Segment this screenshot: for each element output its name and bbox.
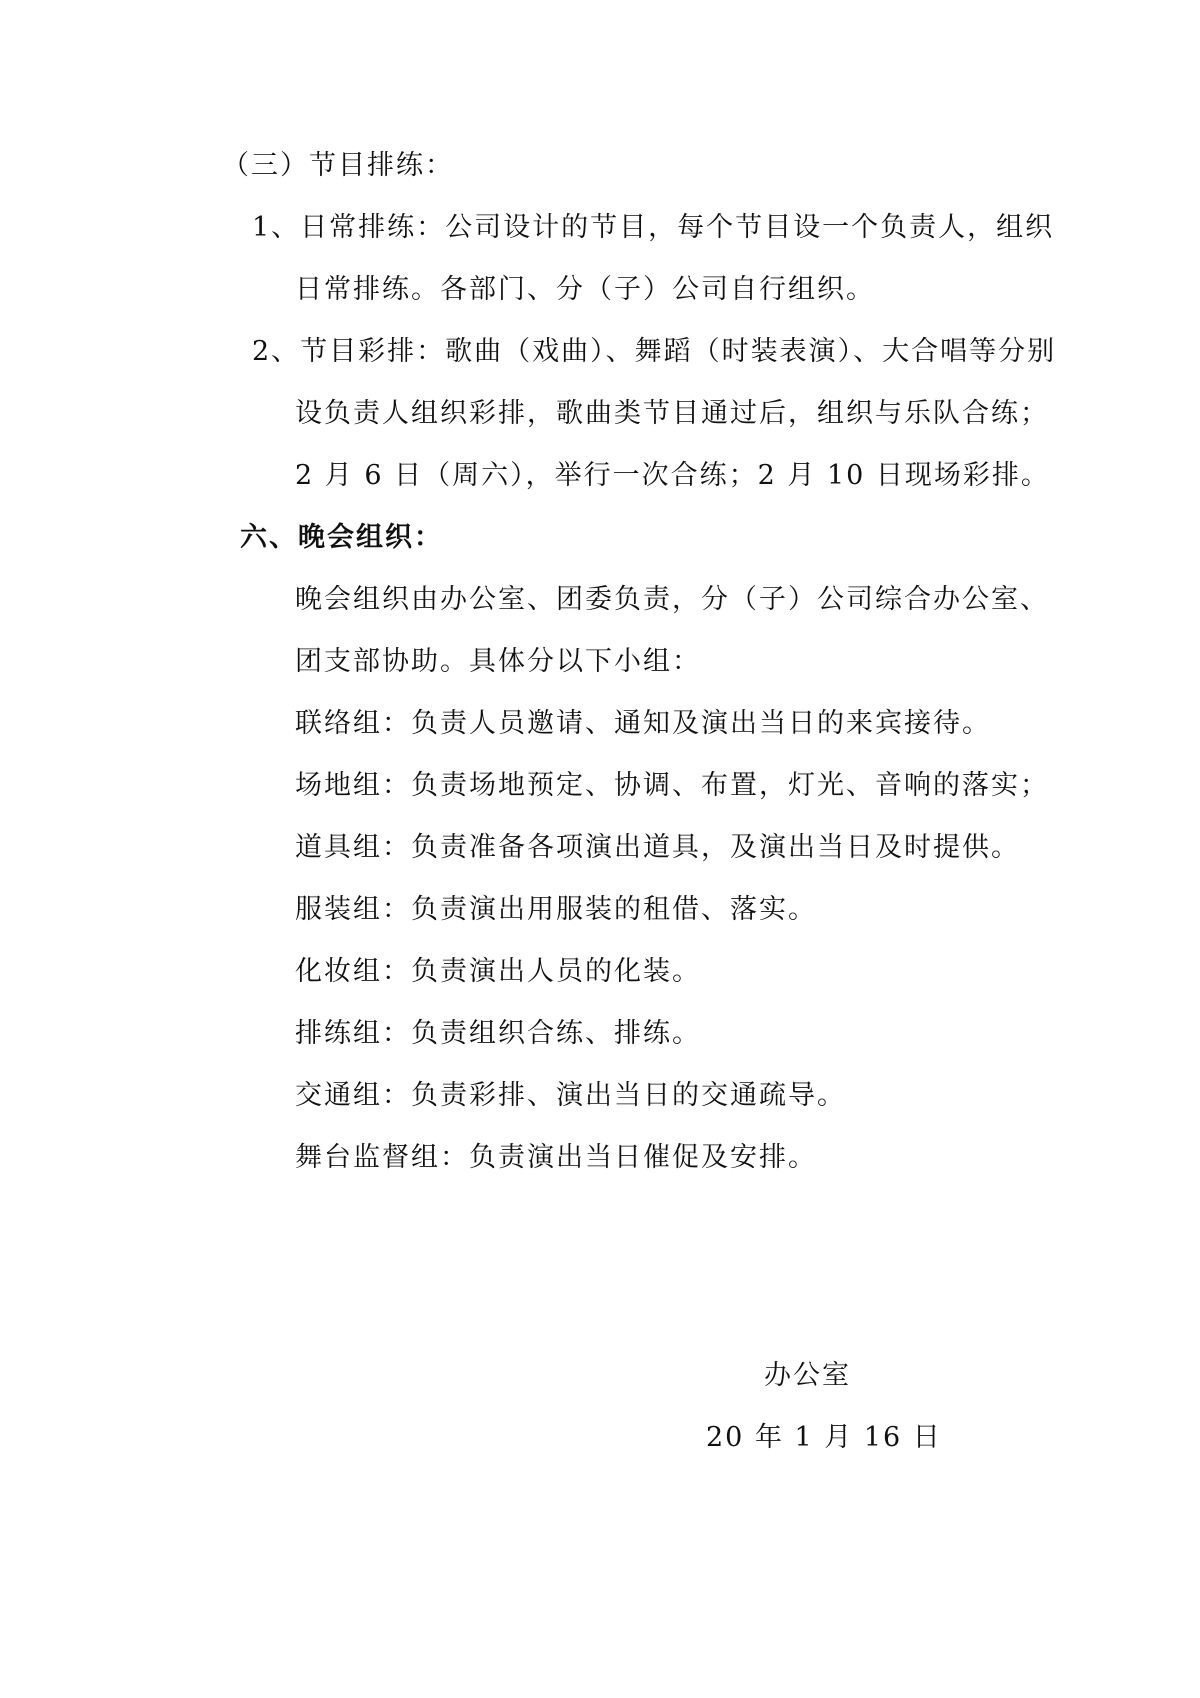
group-item: 场地组：负责场地预定、协调、布置，灯光、音响的落实； — [295, 770, 1049, 801]
intro-line2: 团支部协助。具体分以下小组： — [295, 646, 701, 677]
group-item: 交通组：负责彩排、演出当日的交通疏导。 — [295, 1080, 846, 1111]
group-item: 联络组：负责人员邀请、通知及演出当日的来宾接待。 — [295, 708, 991, 739]
section3-heading: （三）节目排练： — [222, 150, 454, 181]
group-item: 道具组：负责准备各项演出道具，及演出当日及时提供。 — [295, 832, 1020, 863]
item2-line2: 设负责人组织彩排，歌曲类节目通过后，组织与乐队合练； — [295, 398, 1049, 429]
section6-heading: 六、晚会组织： — [240, 522, 443, 553]
intro-line1: 晚会组织由办公室、团委负责，分（子）公司综合办公室、 — [295, 584, 1049, 615]
item1-line1: 1、日常排练：公司设计的节目，每个节目设一个负责人，组织 — [252, 212, 1055, 243]
group-item: 服装组：负责演出用服装的租借、落实。 — [295, 894, 817, 925]
signature-date: 20 年 1 月 16 日 — [706, 1422, 942, 1453]
group-item: 舞台监督组：负责演出当日催促及安排。 — [295, 1142, 817, 1173]
item2-line1: 2、节目彩排：歌曲（戏曲）、舞蹈（时装表演）、大合唱等分别 — [252, 336, 1057, 367]
signature-office: 办公室 — [764, 1360, 851, 1391]
group-item: 化妆组：负责演出人员的化装。 — [295, 956, 701, 987]
item1-line2: 日常排练。各部门、分（子）公司自行组织。 — [295, 274, 875, 305]
group-item: 排练组：负责组织合练、排练。 — [295, 1018, 701, 1049]
item2-line3: 2 月 6 日（周六），举行一次合练；2 月 10 日现场彩排。 — [295, 460, 1050, 491]
